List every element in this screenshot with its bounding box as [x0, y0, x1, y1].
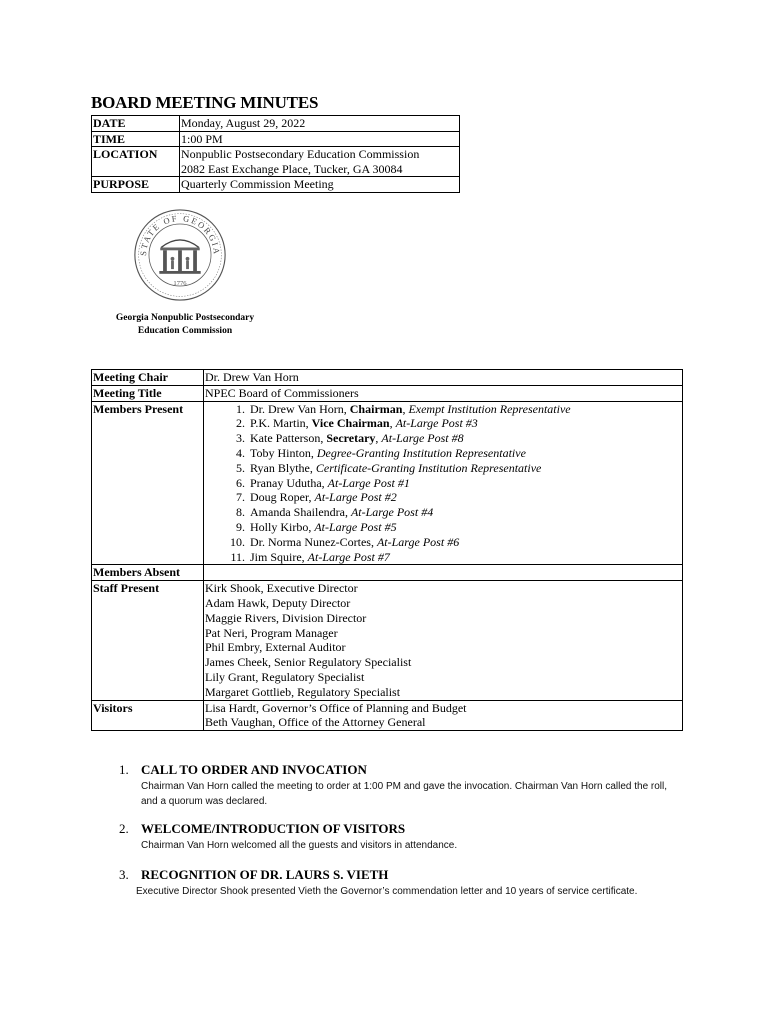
member-post: Degree-Granting Institution Representative — [316, 445, 526, 460]
chair-value: Dr. Drew Van Horn — [204, 370, 683, 386]
member-name: Dr. Norma Nunez-Cortes, — [250, 534, 377, 549]
member-item — [248, 431, 681, 446]
org-line-2: Education Commission — [137, 326, 233, 336]
member-name: Amanda Shailendra, — [250, 505, 351, 520]
location-row — [92, 147, 460, 177]
attendance-table — [91, 369, 683, 731]
members-absent-value — [204, 565, 683, 581]
member-item — [248, 505, 681, 520]
date-value: Monday, August 29, 2022 — [180, 116, 460, 132]
member-item — [248, 520, 681, 535]
date-row — [92, 116, 460, 132]
chair-label: Meeting Chair — [92, 370, 204, 386]
page-title: BOARD MEETING MINUTES — [91, 93, 319, 112]
chair-row — [92, 370, 683, 386]
visitor-item: Lisa Hardt, Governor’s Office of Planning and Budget — [205, 700, 467, 715]
staff-item: Kirk Shook, Executive Director — [205, 581, 358, 596]
staff-row — [92, 581, 683, 700]
members-present-label: Members Present — [92, 401, 204, 565]
section-heading: WELCOME/INTRODUCTION OF VISITORS — [141, 821, 406, 836]
member-post: Certificate-Granting Institution Representative — [315, 460, 542, 475]
member-separator: , — [389, 416, 396, 431]
purpose-label: PURPOSE — [92, 177, 180, 193]
visitors-list — [204, 700, 683, 731]
meeting-title-label: Meeting Title — [92, 385, 204, 401]
member-post: At-Large Post #4 — [350, 505, 434, 520]
members-present-list-cell — [204, 401, 683, 565]
member-name: P.K. Martin, — [250, 416, 312, 431]
staff-label: Staff Present — [92, 581, 204, 700]
member-post: At-Large Post #1 — [327, 475, 410, 490]
member-name: Dr. Drew Van Horn, — [250, 401, 350, 416]
member-item — [248, 535, 681, 550]
member-item — [248, 490, 681, 505]
visitors-label: Visitors — [92, 700, 204, 731]
time-value: 1:00 PM — [180, 131, 460, 147]
meeting-info-table — [91, 115, 460, 193]
georgia-seal-icon — [133, 208, 227, 302]
purpose-row — [92, 177, 460, 193]
staff-item: Pat Neri, Program Manager — [205, 625, 338, 640]
member-post: At-Large Post #3 — [395, 416, 478, 431]
member-name: Holly Kirbo, — [250, 519, 315, 534]
member-item — [248, 550, 681, 565]
members-absent-label: Members Absent — [92, 565, 204, 581]
member-post: At-Large Post #5 — [314, 519, 397, 534]
members-list — [205, 402, 681, 565]
staff-item: Adam Hawk, Deputy Director — [205, 595, 351, 610]
member-role: Vice Chairman — [311, 416, 390, 431]
section-body: Chairman Van Horn called the meeting to order at 1:00 PM and gave the invocation. Chairman Van Horn called the roll, and a quorum was declared. — [141, 781, 668, 807]
svg-text:1776: 1776 — [173, 280, 187, 288]
staff-item: Maggie Rivers, Division Director — [205, 610, 367, 625]
member-name: Kate Patterson, — [250, 431, 327, 446]
visitor-item: Beth Vaughan, Office of the Attorney General — [205, 715, 426, 730]
member-item — [248, 476, 681, 491]
section-number: 3. — [119, 867, 129, 882]
member-item — [248, 416, 681, 431]
member-name: Doug Roper, — [250, 490, 315, 505]
org-line-1: Georgia Nonpublic Postsecondary — [115, 313, 255, 323]
section-body: Executive Director Shook presented Vieth the Governor’s commendation letter and 10 years of service certificate. — [136, 886, 638, 897]
visitors-row — [92, 700, 683, 731]
member-post: At-Large Post #2 — [314, 490, 397, 505]
location-value — [180, 147, 460, 177]
member-separator: , — [375, 431, 382, 446]
member-name: Toby Hinton, — [250, 445, 317, 460]
section-heading: CALL TO ORDER AND INVOCATION — [141, 762, 367, 777]
member-post: At-Large Post #8 — [381, 431, 464, 446]
member-item — [248, 461, 681, 476]
organization-name — [100, 312, 270, 338]
staff-item: James Cheek, Senior Regulatory Specialist — [205, 655, 412, 670]
staff-item: Phil Embry, External Auditor — [205, 640, 346, 655]
member-name: Pranay Udutha, — [250, 475, 328, 490]
members-absent-row — [92, 565, 683, 581]
member-item — [248, 446, 681, 461]
member-post: At-Large Post #7 — [307, 549, 390, 564]
member-name: Ryan Blythe, — [250, 460, 316, 475]
time-label: TIME — [92, 131, 180, 147]
member-item — [248, 402, 681, 417]
meeting-title-value: NPEC Board of Commissioners — [204, 385, 683, 401]
member-name: Jim Squire, — [250, 549, 308, 564]
time-row — [92, 131, 460, 147]
staff-list — [204, 581, 683, 700]
member-post: At-Large Post #6 — [376, 534, 460, 549]
section-number: 2. — [119, 821, 129, 836]
member-separator: , — [402, 401, 409, 416]
location-label: LOCATION — [92, 147, 180, 177]
member-role: Secretary — [326, 431, 376, 446]
date-label: DATE — [92, 116, 180, 132]
meeting-title-row — [92, 385, 683, 401]
member-role: Chairman — [349, 401, 403, 416]
section-number: 1. — [119, 762, 129, 777]
member-post: Exempt Institution Representative — [408, 401, 571, 416]
location-line-1: Nonpublic Postsecondary Education Commission — [181, 147, 420, 161]
staff-item: Lily Grant, Regulatory Specialist — [205, 669, 365, 684]
members-present-row — [92, 401, 683, 565]
staff-item: Margaret Gottlieb, Regulatory Specialist — [205, 684, 401, 699]
section-heading: RECOGNITION OF DR. LAURS S. VIETH — [141, 867, 389, 882]
location-line-2: 2082 East Exchange Place, Tucker, GA 30084 — [181, 161, 403, 176]
svg-text:STATE OF GEORGIA: STATE OF GEORGIA — [138, 213, 223, 257]
purpose-value: Quarterly Commission Meeting — [180, 177, 460, 193]
section-body: Chairman Van Horn welcomed all the guests and visitors in attendance. — [141, 840, 458, 851]
